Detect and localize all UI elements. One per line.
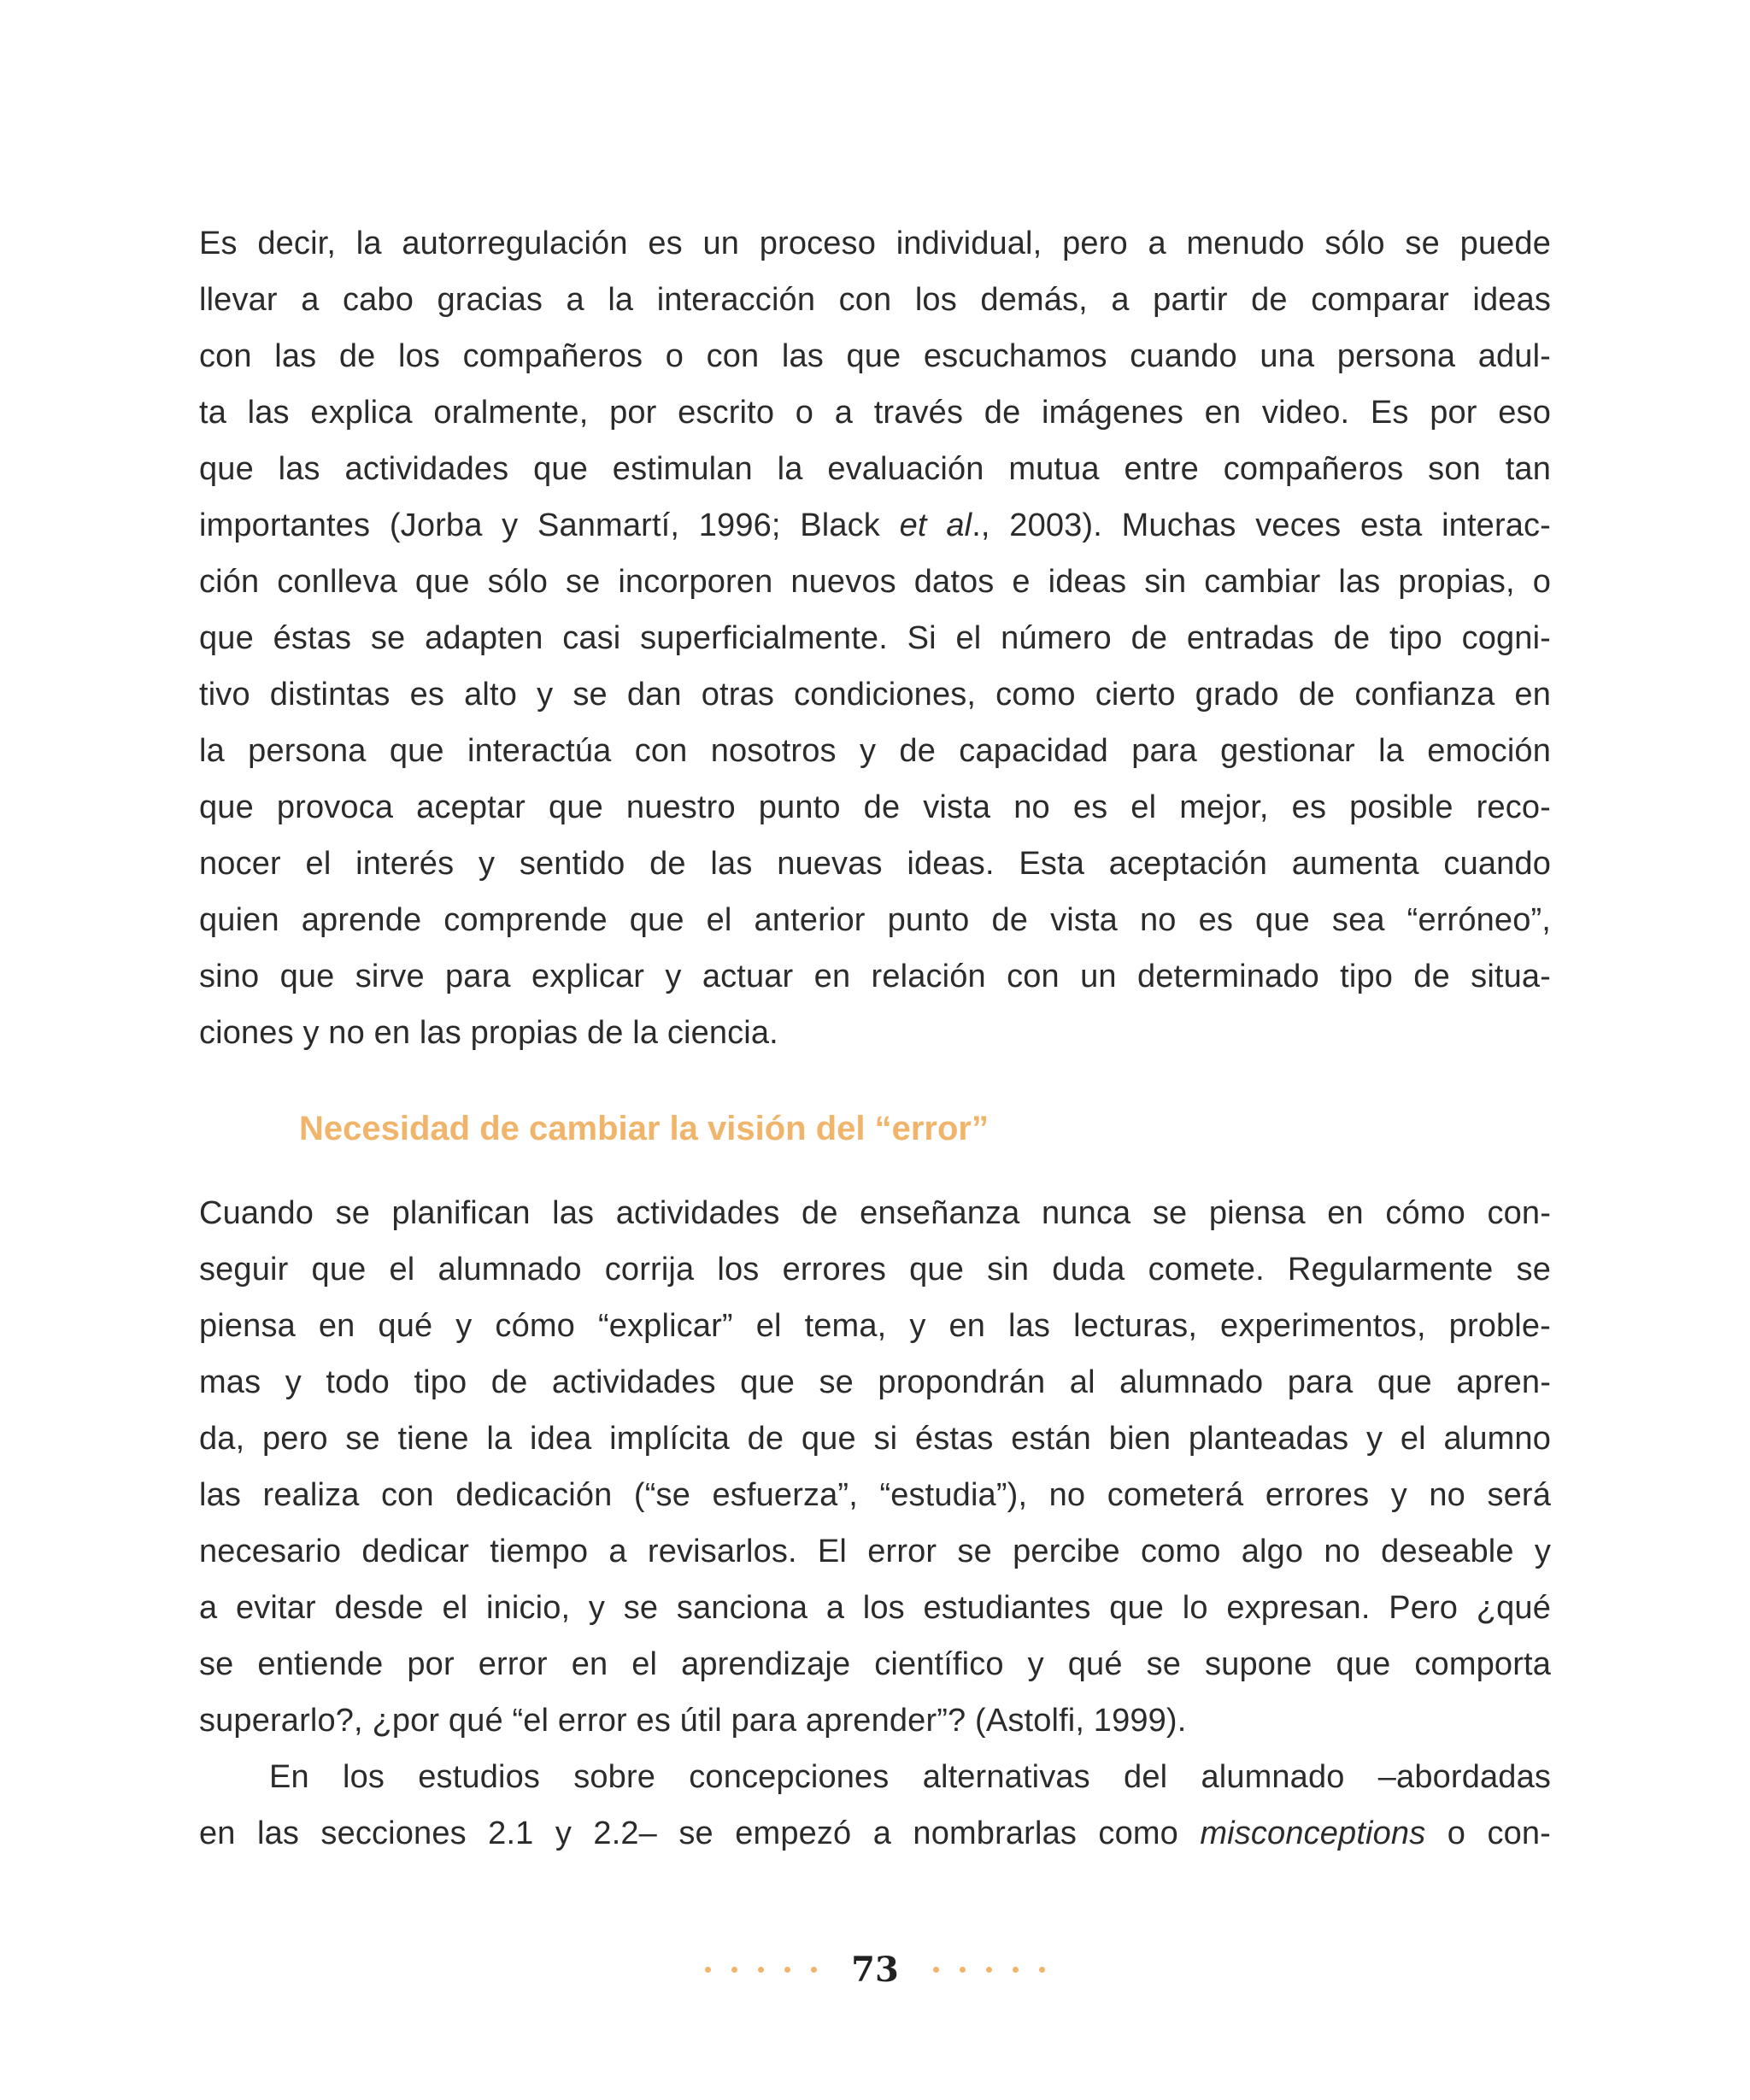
dot-ornament (1039, 1967, 1045, 1973)
footer-dots-right (933, 1967, 1045, 1973)
footer-dots-left (705, 1967, 817, 1973)
text-line: quien aprende comprende que el anterior punto de vista no es que sea “erróneo”, (199, 902, 1551, 938)
text-line: necesario dedicar tiempo a revisarlos. El error se percibe como algo no deseable y (199, 1534, 1551, 1570)
dot-ornament (758, 1967, 764, 1973)
text-line: seguir que el alumnado corrija los errores que sin duda comete. Regularmente se (199, 1252, 1551, 1288)
text-line: piensa en qué y cómo “explicar” el tema, y en las lecturas, experimentos, proble- (199, 1308, 1551, 1345)
text-line: que las actividades que estimulan la evaluación mutua entre compañeros son tan (199, 451, 1551, 487)
dot-ornament (784, 1967, 790, 1973)
dot-ornament (933, 1967, 939, 1973)
body-text (199, 215, 1551, 1862)
paragraph-autorregulacion (199, 215, 1551, 1061)
text-line: superarlo?, ¿por qué “el error es útil para aprender”? (Astolfi, 1999). (199, 1703, 1187, 1739)
text-line: Cuando se planifican las actividades de enseñanza nunca se piensa en cómo con- (199, 1195, 1551, 1232)
text-line: ciones y no en las propias de la ciencia. (199, 1015, 778, 1051)
text-line: se entiende por error en el aprendizaje científico y qué se supone que comporta (199, 1646, 1551, 1683)
text-segment: o con- (1425, 1816, 1551, 1852)
page-footer (0, 1939, 1750, 1999)
text-segment: ., 2003). Muchas veces esta interac- (972, 507, 1551, 543)
text-segment: en las secciones 2.1 y 2.2– se empezó a nombrarlas como (199, 1816, 1201, 1852)
text-line: con las de los compañeros o con las que escuchamos cuando una persona adul- (199, 338, 1551, 374)
dot-ornament (811, 1967, 817, 1973)
text-line: que provoca aceptar que nuestro punto de vista no es el mejor, es posible reco- (199, 789, 1551, 825)
dot-ornament (986, 1967, 992, 1973)
text-line: ta las explica oralmente, por escrito o a través de imágenes en video. Es por eso (199, 395, 1551, 431)
text-line: a evitar desde el inicio, y se sanciona a los estudiantes que lo expresan. Pero ¿qué (199, 1590, 1551, 1627)
dot-ornament (705, 1967, 711, 1973)
text-line: sino que sirve para explicar y actuar en relación con un determinado tipo de situa- (199, 959, 1551, 994)
dot-ornament (1013, 1967, 1019, 1973)
dot-ornament (731, 1967, 737, 1973)
text-line-misconceptions (199, 1805, 1551, 1862)
text-segment: importantes (Jorba y Sanmartí, 1996; Black (199, 507, 900, 543)
text-line: Es decir, la autorregulación es un proceso individual, pero a menudo sólo se puede (199, 226, 1551, 261)
paragraph-error (199, 1185, 1551, 1749)
section-heading: Necesidad de cambiar la visión del “error” (299, 1110, 989, 1147)
text-line: llevar a cabo gracias a la interacción con los demás, a partir de comparar ideas (199, 282, 1551, 318)
text-line: da, pero se tiene la idea implícita de que si éstas están bien planteadas y el alumno (199, 1421, 1551, 1458)
text-line: las realiza con dedicación (“se esfuerza”, “estudia”), no cometerá errores y no será (199, 1477, 1551, 1514)
page-number: 73 (851, 1949, 899, 1990)
text-line: que éstas se adapten casi superficialmente. Si el número de entradas de tipo cogni- (199, 620, 1551, 656)
text-line: En los estudios sobre concepciones alternativas del alumnado –abordadas (269, 1759, 1551, 1796)
text-line: la persona que interactúa con nosotros y de capacidad para gestionar la emoción (199, 733, 1551, 769)
italic-text: misconceptions (1200, 1816, 1426, 1852)
text-line-citation (199, 497, 1551, 554)
text-line: tivo distintas es alto y se dan otras condiciones, como cierto grado de confianza en (199, 677, 1551, 713)
italic-text: et al (899, 507, 972, 543)
paragraph-concepciones (199, 1749, 1551, 1862)
text-line: nocer el interés y sentido de las nuevas ideas. Esta aceptación aumenta cuando (199, 846, 1551, 882)
dot-ornament (960, 1967, 966, 1973)
text-line: ción conlleva que sólo se incorporen nuevos datos e ideas sin cambiar las propias, o (199, 564, 1551, 600)
text-line: mas y todo tipo de actividades que se propondrán al alumnado para que apren- (199, 1364, 1551, 1401)
